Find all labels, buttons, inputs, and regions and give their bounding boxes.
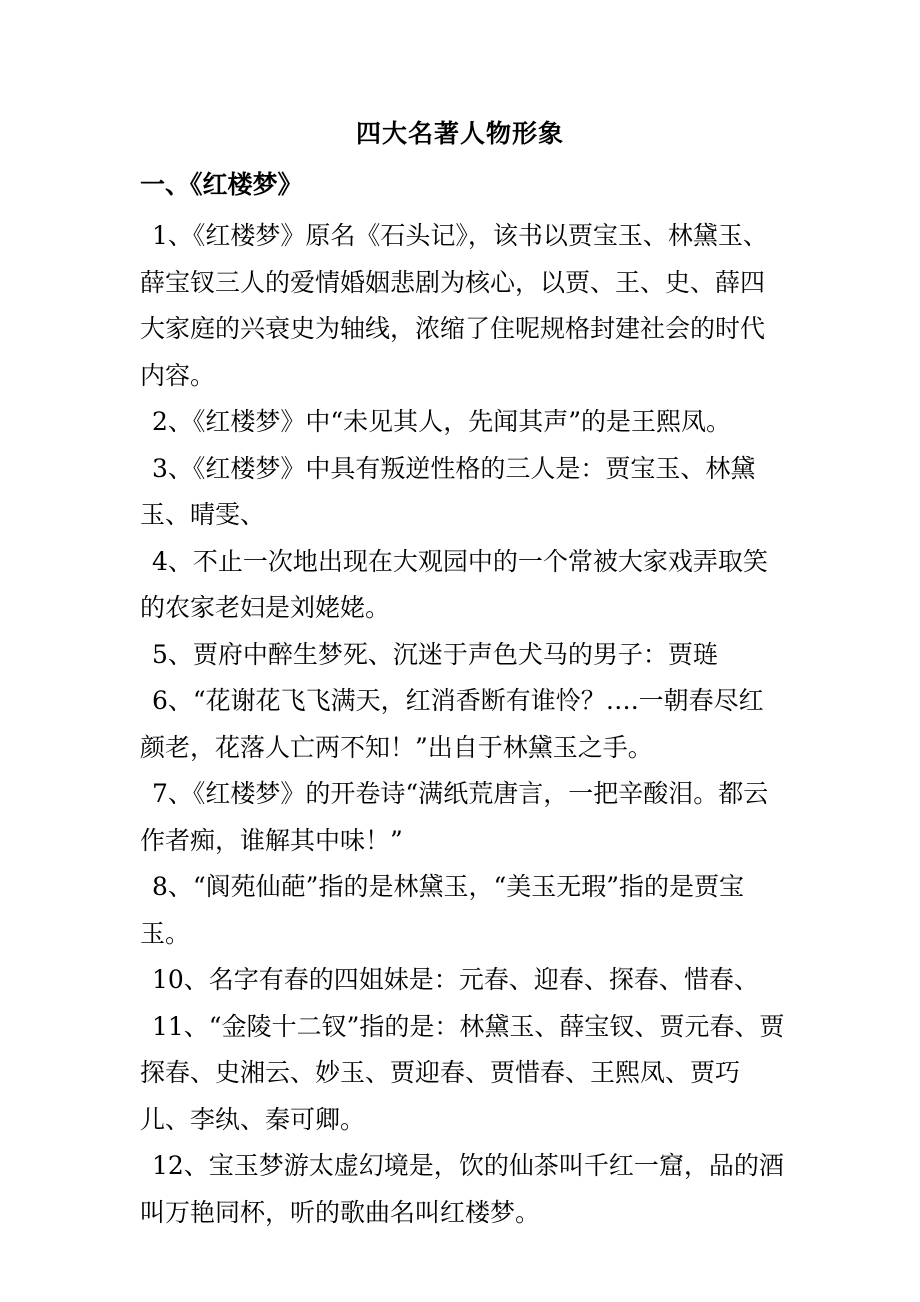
list-item: 2、《红楼梦》中“未见其人，先闻其声”的是王熙凤。	[152, 407, 731, 436]
list-item: 8、“阆苑仙葩”指的是林黛玉，“美玉无瑕”指的是贾宝玉。	[140, 872, 745, 948]
list-item: 11、“金陵十二钗”指的是：林黛玉、薛宝钗、贾元春、贾探春、史湘云、妙玉、贾迎春、贾惜春、王熙凤、贾巧儿、李纨、秦可卿。	[140, 1011, 785, 1134]
list-item: 10、名字有春的四姐妹是：元春、迎春、探春、惜春、	[152, 965, 759, 994]
list-item: 7、《红楼梦》的开卷诗“满纸荒唐言，一把辛酸泪。都云作者痴，谁解其中味！”	[140, 779, 769, 855]
list-item: 6、“花谢花飞飞满天，红消香断有谁怜？….一朝春尽红颜老，花落人亡两不知！”出自于林黛玉之手。	[140, 686, 764, 762]
list-item: 1、《红楼梦》原名《石头记》，该书以贾宝玉、林黛玉、薛宝钗三人的爱情婚姻悲剧为核心，以贾、王、史、薛四大家庭的兴衰史为轴线，浓缩了住呢规格封建社会的时代内容。	[140, 221, 768, 390]
list-item: 5、贾府中醉生梦死、沉迷于声色犬马的男子：贾琏	[152, 639, 718, 669]
list-item: 12、宝玉梦游太虚幻境是，饮的仙茶叫千红一窟，品的酒叫万艳同杯，听的歌曲名叫红楼梦。	[140, 1151, 784, 1227]
document-title: 四大名著人物形象	[355, 119, 564, 148]
section-heading: 一、《红楼梦》	[140, 170, 303, 199]
list-item: 4、不止一次地出现在大观园中的一个常被大家戏弄取笑的农家老妇是刘姥姥。	[140, 546, 768, 622]
item-list	[140, 213, 788, 1236]
list-item: 3、《红楼梦》中具有叛逆性格的三人是：贾宝玉、林黛玉、晴雯、	[140, 453, 756, 529]
